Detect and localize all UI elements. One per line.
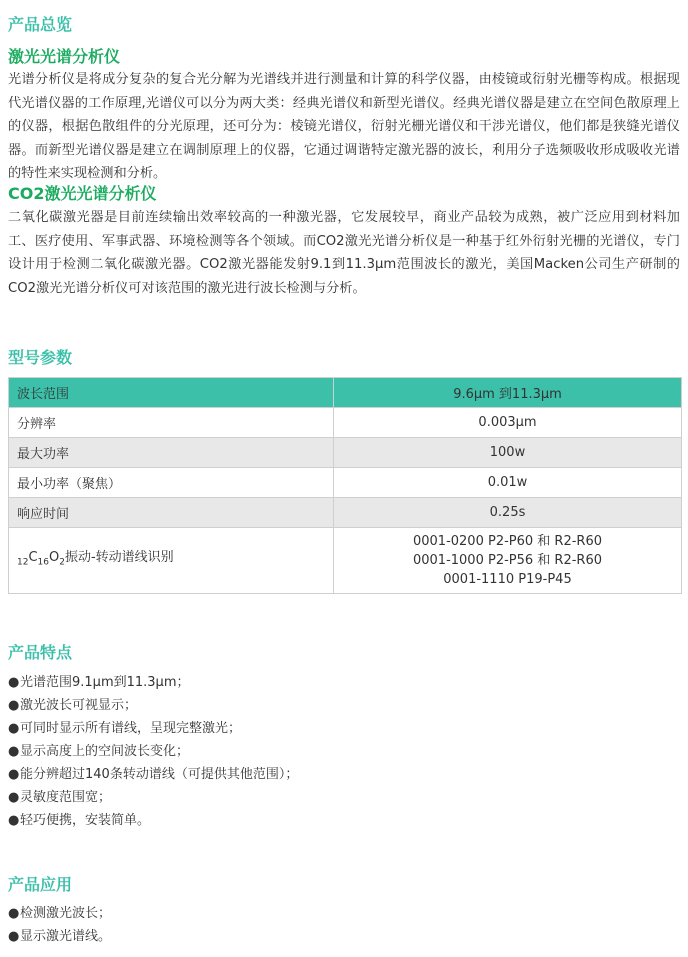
application-text: 显示激光谱线。 (20, 929, 112, 944)
bullet-icon: ● (8, 929, 20, 944)
application-text: 检测激光波长； (20, 906, 112, 921)
laser-analyzer-description: 光谱分析仪是将成分复杂的复合光分解为光谱线并进行测量和计算的科学仪器，由棱镜或衍射光栅等构成。根据现代光谱仪器的工作原理,光谱仪可以分为两大类：经典光谱仪和新型光谱仪。经典光谱仪器是建立在空间色散原理上的仪器，根据色散组件的分光原理，还可分为：棱镜光谱仪，衍射光栅光谱仪和干涉光谱仪，他们都是狭缝光谱仪器。而新型光谱仪器是建立在调制原理上的仪器，它通过调谐特定激光器的波长，利用分子选频吸收形成吸收光谱的特性来实现检测和分析。 (8, 72, 680, 181)
list-item (8, 809, 298, 832)
applications-list (8, 902, 111, 948)
bullet-icon: ● (8, 790, 20, 805)
spec-value: 100w (334, 438, 682, 468)
co2-analyzer-description: 二氧化碳激光器是目前连续输出效率较高的一种激光器，它发展较早，商业产品较为成熟，被广泛应用到材料加工、医疗使用、军事武器、环境检测等各个领域。而CO2激光光谱分析仪是一种基于红外衍射光栅的光谱仪，专门设计用于检测二氧化碳激光器。CO2激光器能发射9.1到11.3μm范围波长的激光，美国Macken公司生产研制的CO2激光光谱分析仪可对该范围的激光进行波长检测与分析。 (8, 210, 680, 296)
list-item (8, 740, 298, 763)
list-item (8, 763, 298, 786)
feature-text: 能分辨超过140条转动谱线（可提供其他范围）； (20, 767, 299, 782)
spec-value-line: 0001-1000 P2-P56 和 R2-R60 (412, 553, 602, 568)
spec-label: 最大功率 (9, 438, 334, 468)
spec-table (8, 377, 682, 594)
bullet-icon: ● (8, 906, 20, 921)
section-title-specs: 型号参数 (8, 348, 73, 367)
bullet-icon: ● (8, 744, 20, 759)
list-item (8, 717, 298, 740)
spec-row-line-identification (9, 528, 682, 594)
line-identification-label: 振动-转动谱线识别 (64, 550, 174, 566)
isotope-sub-2: 16 (37, 557, 49, 568)
spec-row-resolution (9, 408, 682, 438)
feature-text: 可同时显示所有谱线，呈现完整激光； (20, 721, 242, 736)
feature-text: 轻巧便携，安装简单。 (20, 813, 151, 828)
spec-row-min-power (9, 468, 682, 498)
feature-text: 激光波长可视显示； (20, 698, 138, 713)
isotope-sub-1: 12 (17, 557, 29, 568)
bullet-icon: ● (8, 698, 20, 713)
section-title-applications: 产品应用 (8, 875, 73, 894)
spec-value: 0.25s (334, 498, 682, 528)
bullet-icon: ● (8, 813, 20, 828)
spec-value: 0.003μm (334, 408, 682, 438)
section-title-features: 产品特点 (8, 643, 73, 662)
list-item (8, 925, 111, 948)
bullet-icon: ● (8, 721, 20, 736)
spec-row-wavelength (9, 378, 682, 408)
spec-value: 9.6μm 到11.3μm (334, 378, 682, 408)
spec-row-max-power (9, 438, 682, 468)
spec-value: 0.01w (334, 468, 682, 498)
list-item (8, 786, 298, 809)
list-item (8, 694, 298, 717)
spec-label (9, 528, 334, 594)
carbon-symbol: C (28, 550, 38, 566)
bullet-icon: ● (8, 675, 20, 690)
spec-label: 波长范围 (9, 378, 334, 408)
spec-value (334, 528, 682, 594)
list-item (8, 671, 298, 694)
spec-value-line: 0001-0200 P2-P60 和 R2-R60 (412, 534, 602, 549)
spec-label: 分辨率 (9, 408, 334, 438)
spec-label: 最小功率（聚焦） (9, 468, 334, 498)
spec-row-response-time (9, 498, 682, 528)
laser-analyzer-title: 激光光谱分析仪 (8, 47, 121, 66)
isotope-sub-3: 2 (59, 557, 65, 568)
feature-text: 显示高度上的空间波长变化； (20, 744, 190, 759)
oxygen-symbol: O (48, 550, 60, 566)
list-item (8, 902, 111, 925)
section-title-overview: 产品总览 (8, 15, 73, 34)
features-list (8, 671, 298, 832)
spec-value-line: 0001-1110 P19-P45 (443, 572, 572, 587)
spec-label: 响应时间 (9, 498, 334, 528)
feature-text: 灵敏度范围宽； (20, 790, 112, 805)
feature-text: 光谱范围9.1μm到11.3μm； (20, 675, 190, 690)
co2-analyzer-title: CO2激光光谱分析仪 (8, 184, 157, 203)
bullet-icon: ● (8, 767, 20, 782)
